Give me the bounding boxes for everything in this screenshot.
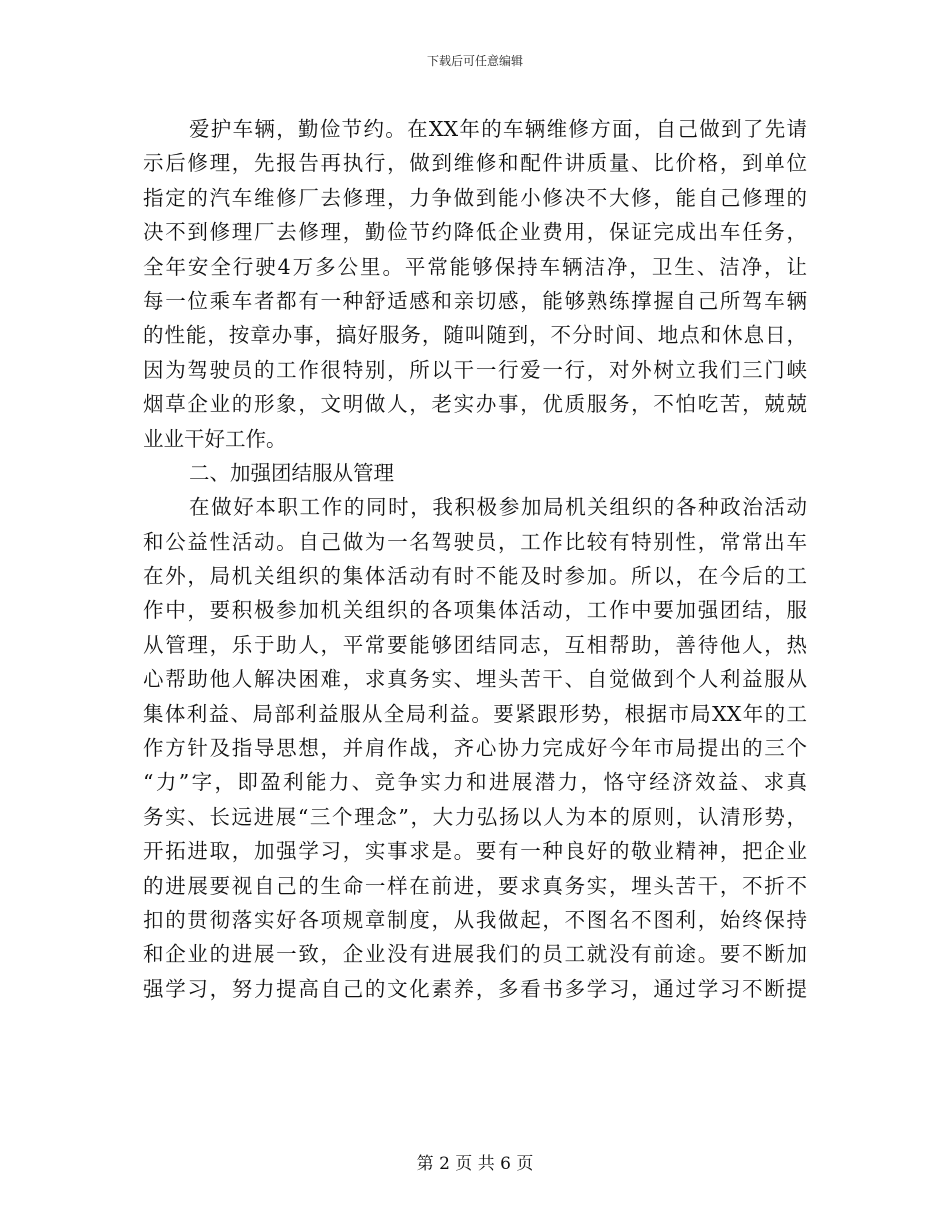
paragraph-line: 全年安全行驶4万多公里。平常能够保持车辆洁净，卫生、洁净，让	[143, 254, 807, 279]
section-heading: 二、加强团结服从管理	[189, 460, 394, 485]
page-number-footer: 第 2 页 共 6 页	[416, 1154, 534, 1174]
paragraph-line: 在外，局机关组织的集体活动有时不能及时参加。所以，在今后的工	[143, 564, 807, 589]
paragraph-line: 开拓进取，加强学习，实事求是。要有一种良好的敬业精神，把企业	[143, 839, 807, 864]
paragraph-line: 作方针及指导思想，并肩作战，齐心协力完成好今年市局提出的三个	[143, 736, 807, 761]
paragraph-line: 因为驾驶员的工作很特别，所以干一行爱一行，对外树立我们三门峡	[143, 357, 807, 382]
paragraph-line: 决不到修理厂去修理，勤俭节约降低企业费用，保证完成出车任务，	[143, 220, 807, 245]
paragraph-line: 示后修理，先报告再执行，做到维修和配件讲质量、比价格，到单位	[143, 151, 807, 176]
paragraph-line: 强学习，努力提高自己的文化素养，多看书多学习，通过学习不断提	[143, 976, 807, 1001]
paragraph-line: “力”字，即盈利能力、竞争实力和进展潜力，恪守经济效益、求真	[143, 770, 807, 795]
paragraph-line: 集体利益、局部利益服从全局利益。要紧跟形势，根据市局XX年的工	[143, 701, 807, 726]
paragraph-line: 爱护车辆，勤俭节约。在XX年的车辆维修方面，自己做到了先请	[189, 117, 807, 141]
paragraph-line: 每一位乘车者都有一种舒适感和亲切感，能够熟练撑握自己所驾车辆	[143, 288, 807, 313]
document-body	[143, 112, 807, 1006]
paragraph-line: 的性能，按章办事，搞好服务，随叫随到，不分时间、地点和休息日，	[143, 323, 807, 348]
paragraph-line: 和企业的进展一致，企业没有进展我们的员工就没有前途。要不断加	[143, 942, 807, 967]
paragraph-line: 务实、长远进展“三个理念”，大力弘扬以人为本的原则，认清形势，	[143, 804, 807, 829]
paragraph-line: 指定的汽车维修厂去修理，力争做到能小修决不大修，能自己修理的	[143, 185, 807, 210]
paragraph-line: 在做好本职工作的同时，我积极参加局机关组织的各种政治活动	[189, 495, 807, 520]
paragraph-line: 烟草企业的形象，文明做人，老实办事，优质服务，不怕吃苦，兢兢	[143, 392, 807, 417]
paragraph-line: 扣的贯彻落实好各项规章制度，从我做起，不图名不图利，始终保持	[143, 907, 807, 932]
page-header: 下载后可任意编辑	[426, 54, 523, 68]
paragraph-line: 从管理，乐于助人，平常要能够团结同志，互相帮助，善待他人，热	[143, 632, 807, 657]
paragraph-line: 作中，要积极参加机关组织的各项集体活动，工作中要加强团结，服	[143, 598, 807, 623]
paragraph-line: 心帮助他人解决困难，求真务实、埋头苦干、自觉做到个人利益服从	[143, 667, 807, 692]
paragraph-line: 业业干好工作。	[143, 426, 287, 451]
paragraph-line: 的进展要视自己的生命一样在前进，要求真务实，埋头苦干，不折不	[143, 873, 807, 898]
paragraph-line: 和公益性活动。自己做为一名驾驶员，工作比较有特别性，常常出车	[143, 529, 807, 554]
